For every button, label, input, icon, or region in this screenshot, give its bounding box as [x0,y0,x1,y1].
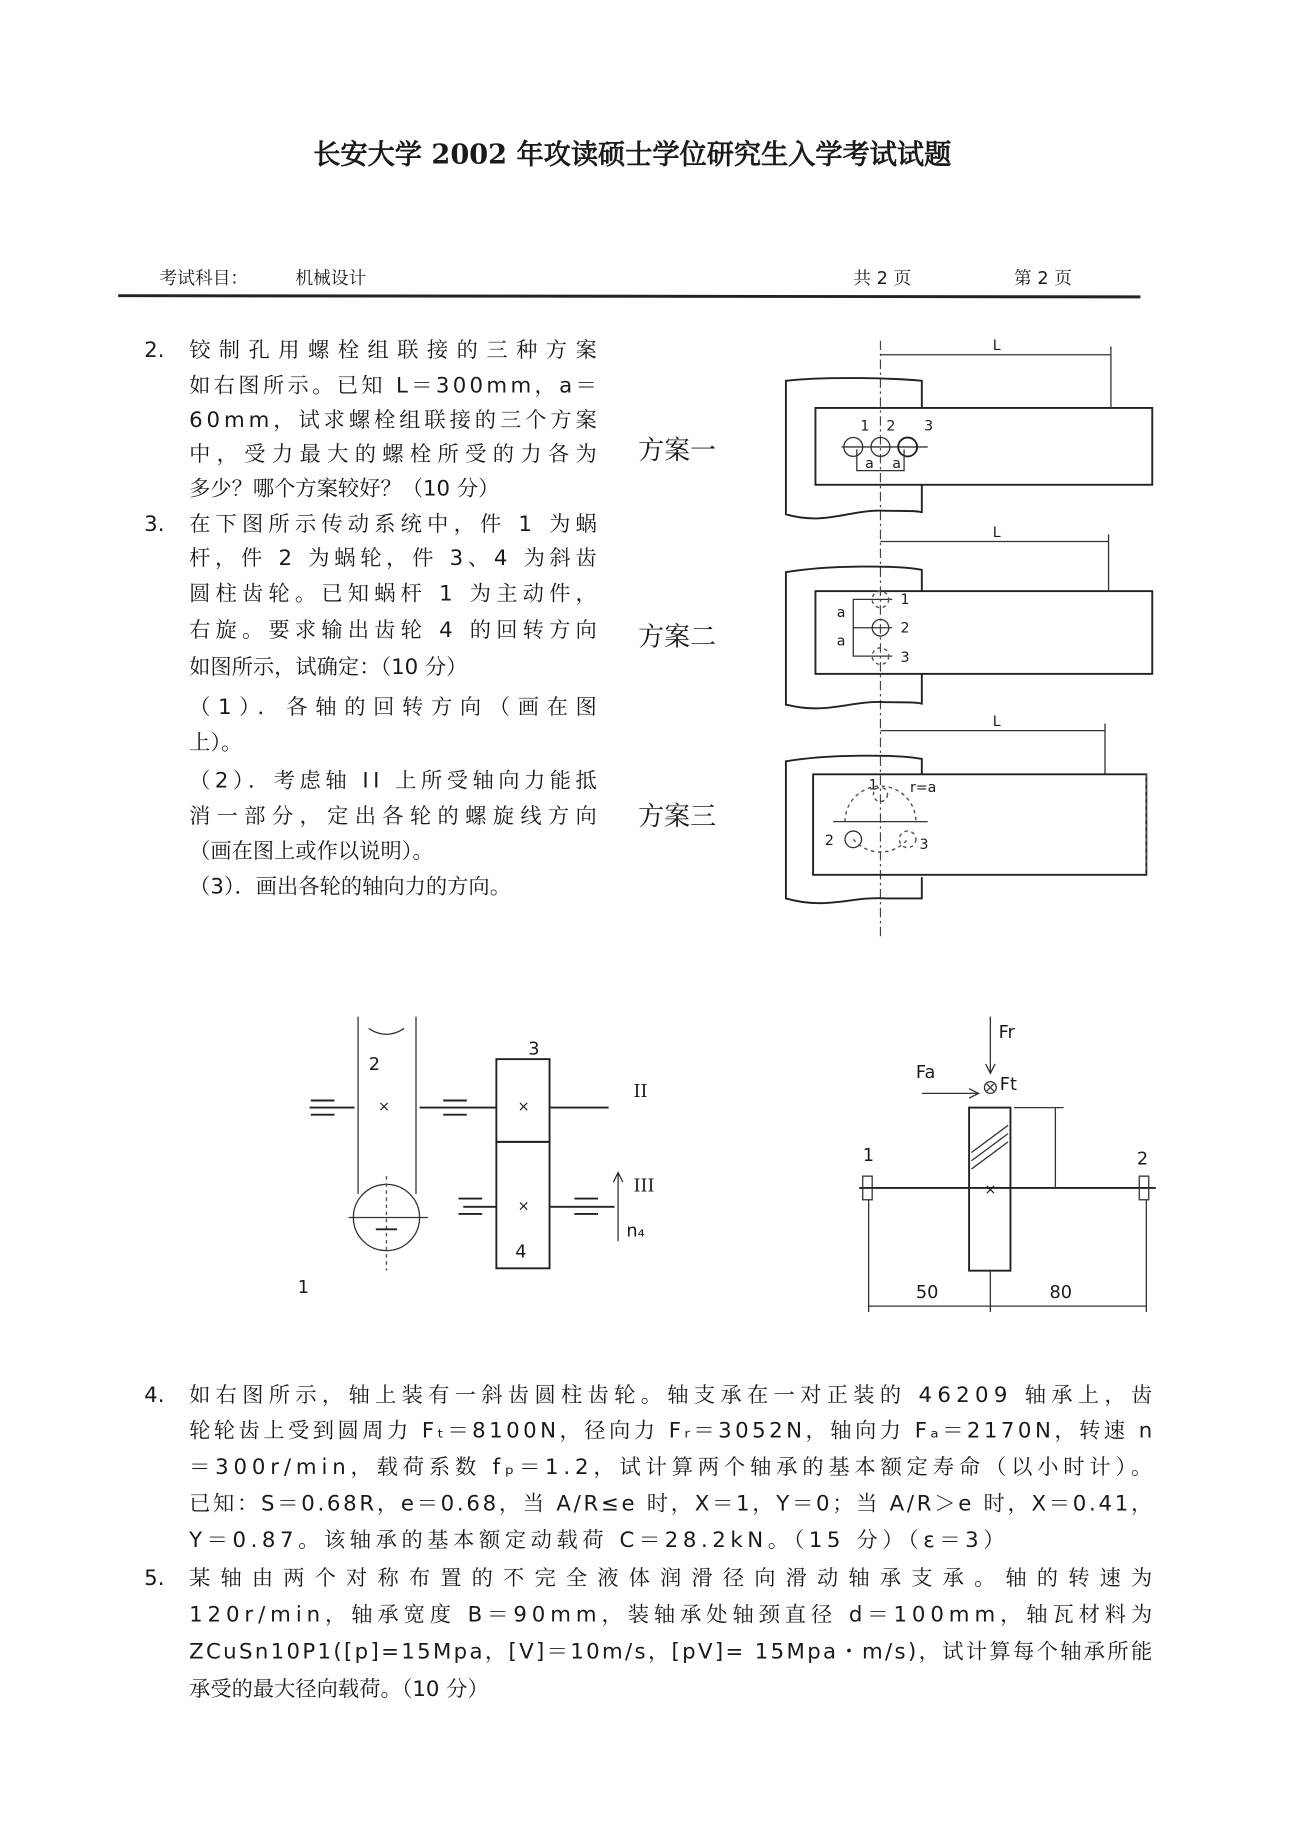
text-line: 120r/min，轴承宽度 B＝90mm，装轴承处轴颈直径 d＝100mm，轴瓦材料为 [189,1602,1153,1628]
gear-3-label: 3 [528,1039,540,1060]
bolt-3-label: 3 [900,650,910,667]
text-line: （3）．画出各轮的轴向力的方向。 [189,874,511,900]
bearing-2-label: 2 [1136,1149,1149,1170]
question-number: 5. [144,1566,165,1592]
axial-force-label: Fa [915,1063,936,1084]
text-line: 右旋。要求输出齿轮 4 的回转方向 [189,618,597,644]
bolt-1-label: 1 [860,418,870,435]
text-line: 轮轮齿上受到圆周力 Fₜ＝8100N，径向力 Fᵣ＝3052N，轴向力 Fₐ＝2170N，转速 n [189,1418,1153,1444]
text-line: 如右图所示。已知 L＝300mm，a＝ [189,373,597,399]
dimension-L: L [992,713,1001,730]
bolt-1-label: 1 [868,777,878,794]
text-line: Y＝0.87。该轴承的基本额定动载荷 C＝28.2kN。（15 分）（ε＝3） [189,1528,1005,1554]
bolt-2-label: 2 [824,833,834,850]
gear-4-label: 4 [515,1242,527,1263]
dimension-80: 80 [1049,1282,1073,1303]
scheme-1-diagram [786,338,1152,518]
gear-transmission-diagram [298,1017,655,1299]
bolt-2-label: 2 [900,620,910,637]
worm-label: 1 [297,1278,310,1299]
page-number: 第 2 页 [1013,268,1072,289]
bearing-shaft-diagram [859,1017,1156,1312]
text-line: 杆，件 2 为蜗轮，件 3、4 为斜齿 [189,546,597,572]
question-number: 2. [144,338,165,364]
scheme-3-label: 方案三 [638,802,717,833]
bolt-2-label: 2 [886,418,896,435]
spacing-a: a [836,605,846,622]
spacing-a: a [892,456,901,473]
question-3 [144,512,597,900]
bolt-3-label: 3 [924,418,934,435]
rotation-n4-label: n₄ [626,1221,645,1242]
text-line: 承受的最大径向载荷。（10 分） [189,1677,489,1703]
text-line: 铰制孔用螺栓组联接的三种方案 [189,338,597,364]
tangential-force-label: Ft [999,1074,1017,1095]
text-line: 上）。 [189,730,243,756]
scheme-2-label: 方案二 [638,622,717,653]
page-title: 长安大学 2002 年攻读硕士学位研究生入学考试试题 [313,138,952,171]
shaft-cross: × [378,1099,391,1116]
subject-label: 考试科目： [159,268,249,289]
dimension-L: L [992,524,1001,541]
bolt-3-label: 3 [919,836,929,853]
dimension-L: L [992,338,1001,355]
total-pages: 共 2 页 [853,268,912,289]
shaft-cross: × [517,1099,530,1116]
text-line: 60mm，试求螺栓组联接的三个方案 [189,407,597,433]
question-5 [144,1566,1152,1702]
shaft-2-label: II [633,1081,648,1102]
spacing-a: a [865,456,874,473]
worm-wheel-label: 2 [368,1054,381,1075]
text-line: 在下图所示传动系统中，件 1 为蜗 [189,511,597,537]
text-line: 如右图所示，轴上装有一斜齿圆柱齿轮。轴支承在一对正装的 46209 轴承上，齿 [189,1382,1153,1408]
dimension-50: 50 [915,1282,939,1303]
text-line: （2）．考虑轴 II 上所受轴向力能抵 [189,768,597,794]
question-4 [144,1383,1152,1553]
question-2 [144,338,597,501]
text-line: 消一部分，定出各轮的螺旋线方向 [189,803,597,829]
text-line: 某轴由两个对称布置的不完全液体润滑径向滑动轴承支承。轴的转速为 [189,1566,1153,1592]
text-line: 圆柱齿轮。已知蜗杆 1 为主动件， [189,581,597,607]
text-line: （1）．各轴的回转方向（画在图 [189,695,597,721]
bolt-1-label: 1 [900,592,910,609]
shaft-3-label: III [633,1176,655,1197]
scheme-1-label: 方案一 [638,435,717,466]
text-line: （画在图上或作以说明）。 [189,839,434,865]
bearing-1-label: 1 [862,1145,875,1166]
text-line: 如图所示，试确定：（10 分） [189,654,468,680]
radial-force-label: Fr [998,1022,1015,1043]
scheme-2-diagram [786,525,1152,709]
question-number: 3. [144,511,165,537]
shaft-cross: × [984,1181,997,1198]
text-line: 中，受力最大的螺栓所受的力各为 [189,442,597,468]
text-line: ＝300r/min，载荷系数 fₚ＝1.2，试计算两个轴承的基本额定寿命（以小时计）。 [189,1454,1153,1480]
radius-label: r=a [909,780,937,797]
text-line: 多少？哪个方案较好？（10 分） [189,476,500,502]
bolt-schemes-diagram [786,338,1152,940]
shaft-cross: × [517,1198,530,1215]
text-line: ZCuSn10P1([p]=15Mpa，[V]＝10m/s，[pV]= 15Mpa・m/s)，试计算每个轴承所能 [189,1639,1153,1665]
header-rule [118,296,1140,297]
spacing-a: a [836,633,846,650]
subject-value: 机械设计 [295,268,367,289]
scheme-3-diagram [786,714,1146,903]
question-number: 4. [144,1382,165,1408]
text-line: 已知：S＝0.68R，e＝0.68，当 A/R≤e 时，X＝1，Y＝0；当 A/R＞e 时，X＝0.41， [189,1491,1153,1517]
